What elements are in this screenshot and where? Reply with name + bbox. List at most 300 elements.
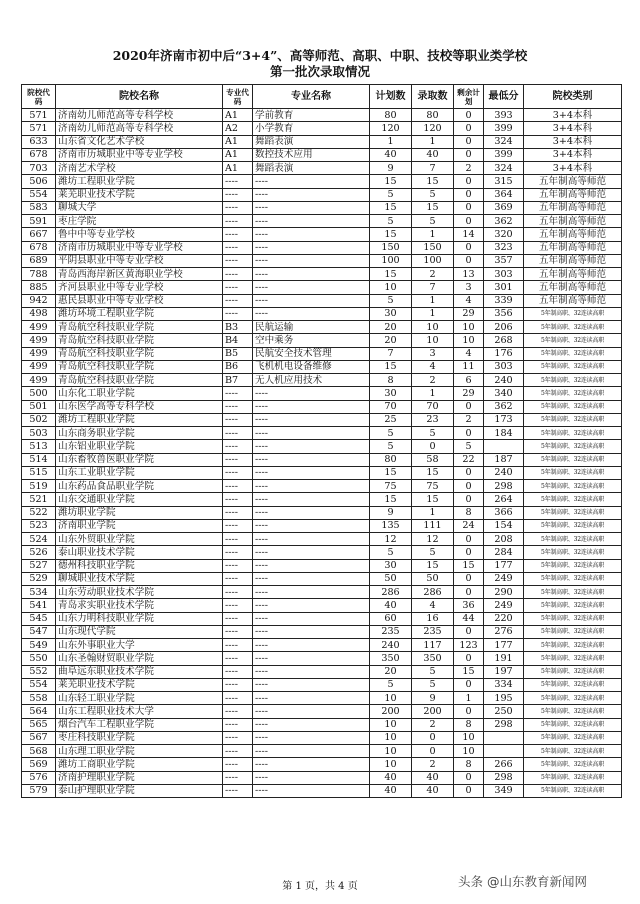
cell-school-name: 潍坊职业学院: [56, 506, 223, 519]
table-row: [22, 188, 622, 201]
page-title: 2020年济南市初中后“3+4”、高等师范、高职、中职、技校等职业类学校: [112, 48, 528, 63]
cell-school-name: 烟台汽车工程职业学院: [56, 718, 223, 731]
cell-min-score: 268: [484, 334, 524, 347]
cell-remaining: 13: [454, 268, 484, 281]
table-row: [22, 307, 622, 320]
cell-school-name: 山东交通职业学院: [56, 493, 223, 506]
cell-admitted: 15: [412, 559, 454, 572]
cell-major-name: 舞蹈表演: [253, 162, 370, 175]
cell-school-code: 499: [22, 321, 56, 334]
cell-plan: 30: [370, 307, 412, 320]
cell-min-score: 334: [484, 678, 524, 691]
cell-min-score: 301: [484, 281, 524, 294]
cell-min-score: 366: [484, 506, 524, 519]
table-row: [22, 731, 622, 744]
cell-admitted: 2: [412, 758, 454, 771]
cell-plan: 60: [370, 612, 412, 625]
cell-admitted: 350: [412, 652, 454, 665]
cell-school-code: 523: [22, 519, 56, 532]
cell-category: 5年制高职、32连读高职: [524, 692, 622, 705]
cell-plan: 7: [370, 347, 412, 360]
cell-min-score: 320: [484, 228, 524, 241]
cell-major-name: 民航安全技术管理: [253, 347, 370, 360]
cell-major-name: ----: [253, 612, 370, 625]
table-row: [22, 705, 622, 718]
cell-plan: 40: [370, 599, 412, 612]
cell-min-score: 303: [484, 360, 524, 373]
cell-plan: 40: [370, 784, 412, 797]
cell-plan: 10: [370, 731, 412, 744]
cell-admitted: 1: [412, 506, 454, 519]
cell-major-code: ----: [223, 784, 253, 797]
cell-category: 5年制高职、32连读高职: [524, 784, 622, 797]
cell-school-code: 498: [22, 307, 56, 320]
cell-remaining: 0: [454, 427, 484, 440]
cell-major-name: ----: [253, 427, 370, 440]
watermark-text: 头条 @山东教育新闻网: [458, 874, 587, 889]
cell-admitted: 3: [412, 347, 454, 360]
cell-school-code: 502: [22, 413, 56, 426]
cell-category: 5年制高职、32连读高职: [524, 440, 622, 453]
cell-school-code: 541: [22, 599, 56, 612]
cell-major-code: B5: [223, 347, 253, 360]
table-row: [22, 427, 622, 440]
cell-category: 五年制高等师范: [524, 228, 622, 241]
cell-school-name: 山东轻工职业学院: [56, 692, 223, 705]
cell-remaining: 4: [454, 294, 484, 307]
cell-major-code: ----: [223, 480, 253, 493]
cell-remaining: 10: [454, 745, 484, 758]
cell-min-score: 298: [484, 718, 524, 731]
cell-major-code: ----: [223, 705, 253, 718]
cell-plan: 25: [370, 413, 412, 426]
cell-admitted: 2: [412, 374, 454, 387]
cell-school-name: 山东商务职业学院: [56, 427, 223, 440]
cell-admitted: 70: [412, 400, 454, 413]
cell-category: 5年制高职、32连读高职: [524, 493, 622, 506]
table-row: [22, 254, 622, 267]
cell-major-name: 数控技术应用: [253, 148, 370, 161]
cell-school-name: 山东医学高等专科学校: [56, 400, 223, 413]
col-header-remaining: 剩余计划: [454, 85, 484, 109]
cell-min-score: 324: [484, 162, 524, 175]
cell-major-code: ----: [223, 771, 253, 784]
cell-category: 5年制高职、32连读高职: [524, 731, 622, 744]
cell-school-code: 564: [22, 705, 56, 718]
cell-min-score: 298: [484, 771, 524, 784]
cell-school-name: 莱芜职业技术学院: [56, 678, 223, 691]
cell-major-name: ----: [253, 215, 370, 228]
cell-min-score: 195: [484, 692, 524, 705]
cell-major-name: ----: [253, 639, 370, 652]
page-subtitle: 第一批次录取情况: [269, 64, 370, 79]
cell-min-score: 177: [484, 559, 524, 572]
table-row: [22, 506, 622, 519]
cell-major-name: ----: [253, 254, 370, 267]
cell-admitted: 235: [412, 625, 454, 638]
cell-remaining: 0: [454, 572, 484, 585]
cell-school-code: 591: [22, 215, 56, 228]
cell-school-name: 惠民县职业中等专业学校: [56, 294, 223, 307]
cell-plan: 5: [370, 546, 412, 559]
cell-school-code: 545: [22, 612, 56, 625]
cell-school-name: 潍坊工程职业学院: [56, 175, 223, 188]
cell-major-code: ----: [223, 188, 253, 201]
cell-plan: 350: [370, 652, 412, 665]
cell-admitted: 0: [412, 745, 454, 758]
cell-school-code: 633: [22, 135, 56, 148]
cell-school-code: 667: [22, 228, 56, 241]
cell-admitted: 1: [412, 228, 454, 241]
cell-major-code: ----: [223, 572, 253, 585]
cell-major-code: B7: [223, 374, 253, 387]
cell-school-name: 济南护理职业学院: [56, 771, 223, 784]
cell-major-code: ----: [223, 546, 253, 559]
cell-min-score: 184: [484, 427, 524, 440]
cell-school-code: 552: [22, 665, 56, 678]
cell-min-score: 208: [484, 533, 524, 546]
cell-remaining: 15: [454, 559, 484, 572]
cell-plan: 15: [370, 201, 412, 214]
cell-major-code: ----: [223, 294, 253, 307]
cell-school-name: 济南职业学院: [56, 519, 223, 532]
cell-school-name: 泰山护理职业学院: [56, 784, 223, 797]
cell-min-score: 303: [484, 268, 524, 281]
cell-school-code: 549: [22, 639, 56, 652]
cell-admitted: 75: [412, 480, 454, 493]
cell-category: 5年制高职、32连读高职: [524, 374, 622, 387]
cell-plan: 75: [370, 480, 412, 493]
cell-category: 五年制高等师范: [524, 201, 622, 214]
cell-admitted: 200: [412, 705, 454, 718]
cell-school-code: 526: [22, 546, 56, 559]
cell-remaining: 0: [454, 493, 484, 506]
cell-major-code: B3: [223, 321, 253, 334]
cell-min-score: 177: [484, 639, 524, 652]
cell-major-code: ----: [223, 400, 253, 413]
cell-major-code: ----: [223, 586, 253, 599]
cell-school-code: 514: [22, 453, 56, 466]
table-row: [22, 228, 622, 241]
cell-category: 5年制高职、32连读高职: [524, 718, 622, 731]
table-row: [22, 241, 622, 254]
cell-admitted: 1: [412, 307, 454, 320]
cell-school-name: 山东药品食品职业学院: [56, 480, 223, 493]
cell-min-score: 173: [484, 413, 524, 426]
admission-table: [21, 84, 622, 798]
cell-major-code: ----: [223, 665, 253, 678]
cell-school-name: 枣庄科技职业学院: [56, 731, 223, 744]
col-header-category: 院校类别: [524, 85, 622, 109]
cell-min-score: 364: [484, 188, 524, 201]
cell-school-name: 山东工业职业学院: [56, 466, 223, 479]
cell-min-score: 356: [484, 307, 524, 320]
cell-school-code: 554: [22, 678, 56, 691]
cell-category: 五年制高等师范: [524, 294, 622, 307]
cell-school-code: 942: [22, 294, 56, 307]
cell-school-code: 689: [22, 254, 56, 267]
table-row: [22, 109, 622, 122]
table-row: [22, 347, 622, 360]
cell-major-name: ----: [253, 572, 370, 585]
cell-remaining: 0: [454, 109, 484, 122]
cell-major-name: ----: [253, 559, 370, 572]
cell-major-name: ----: [253, 400, 370, 413]
cell-plan: 5: [370, 294, 412, 307]
table-row: [22, 148, 622, 161]
table-row: [22, 758, 622, 771]
cell-major-name: 小学教育: [253, 122, 370, 135]
cell-major-name: ----: [253, 188, 370, 201]
cell-school-name: 青岛求实职业技术学院: [56, 599, 223, 612]
cell-plan: 5: [370, 427, 412, 440]
cell-plan: 10: [370, 758, 412, 771]
cell-school-code: 565: [22, 718, 56, 731]
table-row: [22, 692, 622, 705]
cell-category: 5年制高职、32连读高职: [524, 400, 622, 413]
cell-major-name: 无人机应用技术: [253, 374, 370, 387]
cell-major-name: ----: [253, 466, 370, 479]
cell-plan: 9: [370, 162, 412, 175]
watermark: [458, 872, 587, 890]
cell-major-code: ----: [223, 625, 253, 638]
table-row: [22, 122, 622, 135]
table-row: [22, 281, 622, 294]
cell-major-name: 空中乘务: [253, 334, 370, 347]
cell-school-name: 莱芜职业技术学院: [56, 188, 223, 201]
table-row: [22, 135, 622, 148]
cell-admitted: 0: [412, 731, 454, 744]
cell-school-name: 潍坊环境工程职业学院: [56, 307, 223, 320]
cell-min-score: 324: [484, 135, 524, 148]
cell-remaining: 1: [454, 692, 484, 705]
cell-admitted: 5: [412, 678, 454, 691]
cell-admitted: 0: [412, 440, 454, 453]
cell-category: 3+4本科: [524, 122, 622, 135]
cell-plan: 150: [370, 241, 412, 254]
cell-major-code: ----: [223, 427, 253, 440]
cell-plan: 1: [370, 135, 412, 148]
cell-plan: 5: [370, 440, 412, 453]
table-row: [22, 586, 622, 599]
cell-major-code: ----: [223, 533, 253, 546]
cell-school-name: 山东畜牧兽医职业学院: [56, 453, 223, 466]
cell-major-name: ----: [253, 307, 370, 320]
cell-major-name: ----: [253, 387, 370, 400]
cell-admitted: 16: [412, 612, 454, 625]
cell-major-name: 学前教育: [253, 109, 370, 122]
cell-major-code: ----: [223, 639, 253, 652]
col-header-school-code: 院校代码: [22, 85, 56, 109]
table-row: [22, 480, 622, 493]
cell-plan: 286: [370, 586, 412, 599]
cell-category: 5年制高职、32连读高职: [524, 559, 622, 572]
cell-remaining: 0: [454, 480, 484, 493]
cell-admitted: 5: [412, 665, 454, 678]
col-header-major-code: 专业代码: [223, 85, 253, 109]
cell-major-code: ----: [223, 718, 253, 731]
cell-school-code: 513: [22, 440, 56, 453]
cell-min-score: [484, 440, 524, 453]
cell-admitted: 4: [412, 360, 454, 373]
cell-plan: 80: [370, 453, 412, 466]
cell-remaining: 15: [454, 665, 484, 678]
cell-admitted: 1: [412, 294, 454, 307]
cell-admitted: 40: [412, 148, 454, 161]
cell-school-name: 济南市历城职业中等专业学校: [56, 241, 223, 254]
cell-school-code: 576: [22, 771, 56, 784]
cell-category: 5年制高职、32连读高职: [524, 546, 622, 559]
cell-category: 3+4本科: [524, 148, 622, 161]
cell-remaining: 0: [454, 188, 484, 201]
cell-plan: 5: [370, 188, 412, 201]
cell-remaining: 0: [454, 122, 484, 135]
cell-major-name: ----: [253, 413, 370, 426]
cell-school-code: 550: [22, 652, 56, 665]
cell-remaining: 0: [454, 400, 484, 413]
cell-plan: 100: [370, 254, 412, 267]
cell-remaining: 2: [454, 162, 484, 175]
table-row: [22, 612, 622, 625]
cell-remaining: 3: [454, 281, 484, 294]
cell-school-name: 山东现代学院: [56, 625, 223, 638]
cell-major-name: ----: [253, 599, 370, 612]
cell-major-name: 舞蹈表演: [253, 135, 370, 148]
cell-min-score: 357: [484, 254, 524, 267]
cell-admitted: 10: [412, 334, 454, 347]
cell-school-name: 平阴县职业中等专业学校: [56, 254, 223, 267]
cell-plan: 50: [370, 572, 412, 585]
cell-category: 5年制高职、32连读高职: [524, 586, 622, 599]
cell-min-score: 191: [484, 652, 524, 665]
table-row: [22, 546, 622, 559]
cell-school-name: 山东化工职业学院: [56, 387, 223, 400]
cell-remaining: 0: [454, 771, 484, 784]
cell-school-name: 泰山职业技术学院: [56, 546, 223, 559]
cell-school-code: 571: [22, 122, 56, 135]
cell-admitted: 15: [412, 466, 454, 479]
cell-major-name: ----: [253, 241, 370, 254]
cell-min-score: 187: [484, 453, 524, 466]
cell-min-score: 315: [484, 175, 524, 188]
table-row: [22, 665, 622, 678]
cell-school-code: 571: [22, 109, 56, 122]
cell-plan: 12: [370, 533, 412, 546]
cell-school-code: 499: [22, 360, 56, 373]
cell-min-score: 362: [484, 400, 524, 413]
cell-plan: 200: [370, 705, 412, 718]
cell-remaining: 0: [454, 201, 484, 214]
cell-plan: 20: [370, 334, 412, 347]
cell-category: 5年制高职、32连读高职: [524, 625, 622, 638]
cell-remaining: 0: [454, 586, 484, 599]
cell-remaining: 22: [454, 453, 484, 466]
cell-remaining: 4: [454, 347, 484, 360]
cell-school-code: 547: [22, 625, 56, 638]
cell-major-name: ----: [253, 546, 370, 559]
col-header-admitted: 录取数: [412, 85, 454, 109]
cell-major-code: ----: [223, 599, 253, 612]
cell-admitted: 23: [412, 413, 454, 426]
cell-major-name: ----: [253, 268, 370, 281]
cell-major-code: ----: [223, 453, 253, 466]
table-row: [22, 572, 622, 585]
cell-remaining: 0: [454, 705, 484, 718]
cell-remaining: 0: [454, 135, 484, 148]
cell-min-score: 284: [484, 546, 524, 559]
cell-plan: 8: [370, 374, 412, 387]
cell-major-name: ----: [253, 228, 370, 241]
cell-category: 5年制高职、32连读高职: [524, 705, 622, 718]
cell-major-name: ----: [253, 678, 370, 691]
cell-remaining: 0: [454, 678, 484, 691]
cell-major-code: ----: [223, 493, 253, 506]
cell-major-name: 飞机机电设备维修: [253, 360, 370, 373]
table-row: [22, 321, 622, 334]
cell-major-name: ----: [253, 281, 370, 294]
cell-school-name: 山东理工职业学院: [56, 745, 223, 758]
cell-major-name: 民航运输: [253, 321, 370, 334]
col-header-school-name: 院校名称: [56, 85, 223, 109]
cell-category: 5年制高职、32连读高职: [524, 745, 622, 758]
cell-major-code: ----: [223, 506, 253, 519]
cell-remaining: 29: [454, 387, 484, 400]
cell-school-name: 山东外事职业大学: [56, 639, 223, 652]
cell-admitted: 100: [412, 254, 454, 267]
cell-admitted: 9: [412, 692, 454, 705]
cell-major-name: ----: [253, 718, 370, 731]
cell-category: 5年制高职、32连读高职: [524, 453, 622, 466]
cell-school-name: 山东劳动职业技术学院: [56, 586, 223, 599]
cell-school-code: 503: [22, 427, 56, 440]
cell-major-code: ----: [223, 387, 253, 400]
cell-major-code: A1: [223, 148, 253, 161]
table-row: [22, 652, 622, 665]
cell-school-name: 潍坊工程职业学院: [56, 413, 223, 426]
cell-min-score: 264: [484, 493, 524, 506]
cell-school-code: 554: [22, 188, 56, 201]
cell-school-name: 济南市历城职业中等专业学校: [56, 148, 223, 161]
cell-remaining: 10: [454, 334, 484, 347]
cell-school-name: 青岛西海岸新区黄海职业学校: [56, 268, 223, 281]
cell-remaining: 2: [454, 413, 484, 426]
cell-admitted: 15: [412, 175, 454, 188]
cell-category: 五年制高等师范: [524, 254, 622, 267]
cell-category: 5年制高职、32连读高职: [524, 360, 622, 373]
cell-school-code: 569: [22, 758, 56, 771]
cell-plan: 15: [370, 175, 412, 188]
cell-remaining: 10: [454, 731, 484, 744]
cell-category: 5年制高职、32连读高职: [524, 599, 622, 612]
cell-school-name: 枣庄学院: [56, 215, 223, 228]
cell-plan: 20: [370, 665, 412, 678]
cell-category: 5年制高职、32连读高职: [524, 387, 622, 400]
table-row: [22, 519, 622, 532]
cell-category: 5年制高职、32连读高职: [524, 665, 622, 678]
cell-school-name: 聊城职业技术学院: [56, 572, 223, 585]
table-row: [22, 374, 622, 387]
cell-min-score: [484, 731, 524, 744]
cell-major-name: ----: [253, 731, 370, 744]
cell-major-code: ----: [223, 612, 253, 625]
cell-category: 3+4本科: [524, 162, 622, 175]
cell-plan: 30: [370, 387, 412, 400]
cell-min-score: 197: [484, 665, 524, 678]
cell-school-name: 潍坊工商职业学院: [56, 758, 223, 771]
col-header-major-name: 专业名称: [253, 85, 370, 109]
cell-min-score: 240: [484, 374, 524, 387]
cell-school-code: 703: [22, 162, 56, 175]
